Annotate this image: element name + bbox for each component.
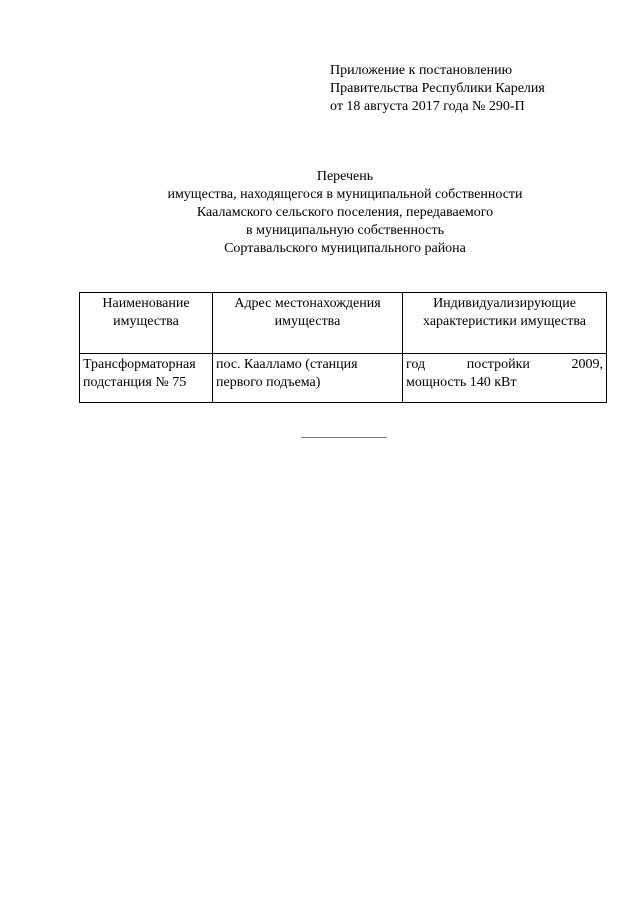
cell-property-name: Трансформаторная подстанция № 75 bbox=[80, 354, 213, 403]
document-heading bbox=[80, 168, 610, 258]
cell-property-characteristics bbox=[403, 354, 607, 403]
heading-line-3: Кааламского сельского поселения, передаваемого bbox=[196, 205, 494, 220]
appendix-line-3: от 18 августа 2017 года № 290-П bbox=[330, 99, 525, 114]
characteristics-line-2: мощность 140 кВт bbox=[406, 375, 517, 390]
table-row bbox=[80, 354, 607, 403]
heading-line-4: в муниципальную собственность bbox=[245, 223, 445, 238]
heading-title: Перечень bbox=[316, 169, 374, 184]
cell-property-address: пос. Каалламо (станция первого подъема) bbox=[213, 354, 403, 403]
appendix-line-2: Правительства Республики Карелия bbox=[330, 81, 545, 96]
table-header-row bbox=[80, 293, 607, 354]
end-separator-line bbox=[301, 437, 387, 438]
header-property-name: Наименование имущества bbox=[80, 293, 213, 354]
heading-line-5: Сортавальского муниципального района bbox=[224, 241, 466, 256]
heading-line-2: имущества, находящегося в муниципальной собственности bbox=[167, 187, 523, 202]
header-property-address: Адрес местонахождения имущества bbox=[213, 293, 403, 354]
characteristics-line-1: год постройки 2009, bbox=[406, 357, 603, 372]
header-property-characteristics: Индивидуализирующие характеристики имущества bbox=[403, 293, 607, 354]
property-table bbox=[79, 292, 607, 403]
appendix-reference bbox=[330, 62, 545, 116]
appendix-line-1: Приложение к постановлению bbox=[330, 63, 513, 78]
